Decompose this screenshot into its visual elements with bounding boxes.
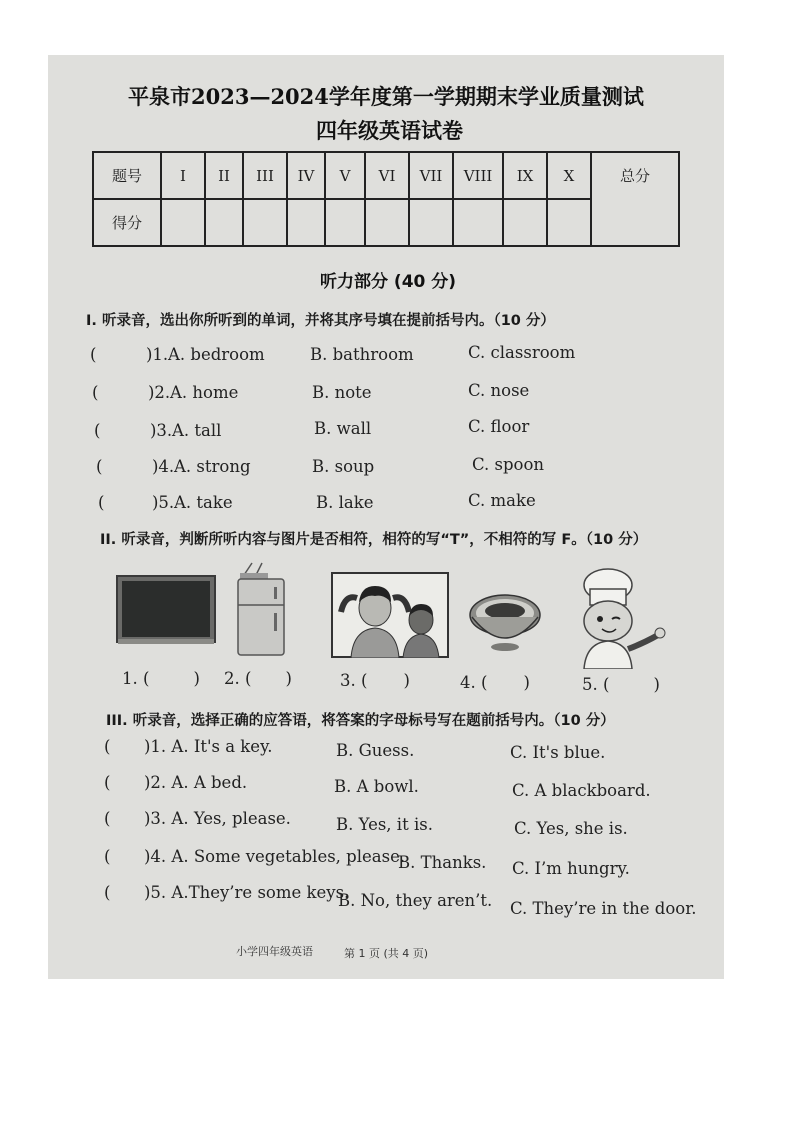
option-b: B. wall bbox=[314, 419, 372, 438]
option-c: C. They’re in the door. bbox=[510, 899, 697, 918]
answer-paren[interactable]: ( bbox=[90, 345, 97, 364]
item-number: )4. bbox=[152, 457, 175, 476]
option-a: A. home bbox=[170, 383, 239, 402]
item-number: )1. bbox=[146, 345, 169, 364]
exam-title: 平泉市2023—2024学年度第一学期期末学业质量测试 bbox=[128, 84, 644, 109]
option-a: A. tall bbox=[172, 421, 222, 440]
col-header: II bbox=[205, 152, 243, 199]
col-header: III bbox=[243, 152, 287, 199]
two-boys-picture bbox=[331, 572, 449, 662]
option-c: C. spoon bbox=[472, 455, 545, 474]
fridge-picture bbox=[234, 561, 292, 661]
listening-heading: 听力部分 (40 分) bbox=[320, 272, 457, 292]
score-cell[interactable] bbox=[547, 199, 591, 246]
blackboard-picture bbox=[116, 575, 216, 649]
item-number: )2. bbox=[148, 383, 171, 402]
row-label-question-number: 题号 bbox=[93, 152, 161, 199]
answer-paren[interactable]: ( bbox=[104, 809, 111, 828]
answer-slot-1[interactable]: 1. ( ) bbox=[122, 669, 200, 688]
noodle-bowl-picture bbox=[468, 589, 542, 659]
option-a: )1. A. It's a key. bbox=[144, 737, 273, 756]
answer-slot-4[interactable]: 4. ( ) bbox=[460, 673, 530, 692]
total-score-cell bbox=[591, 152, 679, 246]
answer-slot-5[interactable]: 5. ( ) bbox=[582, 675, 660, 694]
answer-paren[interactable]: ( bbox=[92, 383, 99, 402]
score-cell[interactable] bbox=[409, 199, 453, 246]
section-1-title: I. 听录音，选出你所听到的单词，并将其序号填在提前括号内。（10 分） bbox=[86, 313, 555, 329]
score-cell[interactable] bbox=[243, 199, 287, 246]
score-table bbox=[92, 151, 680, 247]
col-header: VII bbox=[409, 152, 453, 199]
answer-paren[interactable]: ( bbox=[104, 773, 111, 792]
option-c: C. classroom bbox=[468, 343, 576, 362]
total-score-label: 总分 bbox=[619, 167, 650, 185]
option-b: B. note bbox=[312, 383, 372, 402]
exam-paper bbox=[48, 55, 724, 979]
option-c: C. Yes, she is. bbox=[514, 819, 628, 838]
score-cell[interactable] bbox=[365, 199, 409, 246]
option-a: A. take bbox=[174, 493, 233, 512]
option-b: B. No, they aren’t. bbox=[338, 891, 493, 910]
option-b: B. lake bbox=[316, 493, 374, 512]
option-b: B. Yes, it is. bbox=[336, 815, 433, 834]
option-a: A. bedroom bbox=[168, 345, 265, 364]
item-number: )5. bbox=[152, 493, 175, 512]
option-b: B. bathroom bbox=[310, 345, 414, 364]
exam-subtitle: 四年级英语试卷 bbox=[316, 118, 463, 143]
option-a: )3. A. Yes, please. bbox=[144, 809, 291, 828]
section-3-title: III. 听录音，选择正确的应答语，将答案的字母标号写在题前括号内。（10 分） bbox=[106, 713, 615, 729]
answer-paren[interactable]: ( bbox=[104, 847, 111, 866]
footer-subject: 小学四年级英语 bbox=[236, 945, 313, 958]
option-c: C. make bbox=[468, 491, 536, 510]
answer-slot-3[interactable]: 3. ( ) bbox=[340, 671, 410, 690]
option-b: B. Guess. bbox=[336, 741, 415, 760]
option-c: C. It's blue. bbox=[510, 743, 606, 762]
option-c: C. I’m hungry. bbox=[512, 859, 630, 878]
option-a: )4. A. Some vegetables, please. bbox=[144, 847, 406, 866]
col-header: VI bbox=[365, 152, 409, 199]
col-header: X bbox=[547, 152, 591, 199]
footer-page-number: 第 1 页 (共 4 页) bbox=[344, 947, 429, 960]
answer-paren[interactable]: ( bbox=[104, 737, 111, 756]
answer-paren[interactable]: ( bbox=[94, 421, 101, 440]
option-b: B. A bowl. bbox=[334, 777, 419, 796]
score-table-header-row bbox=[93, 152, 679, 199]
item-number: )3. bbox=[150, 421, 173, 440]
option-b: B. soup bbox=[312, 457, 375, 476]
col-header: IV bbox=[287, 152, 325, 199]
score-cell[interactable] bbox=[161, 199, 205, 246]
col-header: VIII bbox=[453, 152, 503, 199]
score-cell[interactable] bbox=[287, 199, 325, 246]
option-a: A. strong bbox=[174, 457, 251, 476]
option-a: )5. A.They’re some keys. bbox=[144, 883, 350, 902]
option-c: C. A blackboard. bbox=[512, 781, 651, 800]
answer-paren[interactable]: ( bbox=[98, 493, 105, 512]
chef-picture bbox=[570, 565, 670, 673]
score-cell[interactable] bbox=[325, 199, 365, 246]
row-label-score: 得分 bbox=[93, 199, 161, 246]
score-cell[interactable] bbox=[205, 199, 243, 246]
score-cell[interactable] bbox=[453, 199, 503, 246]
col-header: I bbox=[161, 152, 205, 199]
score-cell[interactable] bbox=[503, 199, 547, 246]
col-header: IX bbox=[503, 152, 547, 199]
option-b: B. Thanks. bbox=[398, 853, 487, 872]
option-c: C. floor bbox=[468, 417, 530, 436]
answer-slot-2[interactable]: 2. ( ) bbox=[224, 669, 292, 688]
col-header: V bbox=[325, 152, 365, 199]
option-c: C. nose bbox=[468, 381, 530, 400]
option-a: )2. A. A bed. bbox=[144, 773, 248, 792]
section-2-title: II. 听录音，判断所听内容与图片是否相符，相符的写“T”，不相符的写 F。（10 分） bbox=[100, 532, 648, 548]
answer-paren[interactable]: ( bbox=[96, 457, 103, 476]
answer-paren[interactable]: ( bbox=[104, 883, 111, 902]
